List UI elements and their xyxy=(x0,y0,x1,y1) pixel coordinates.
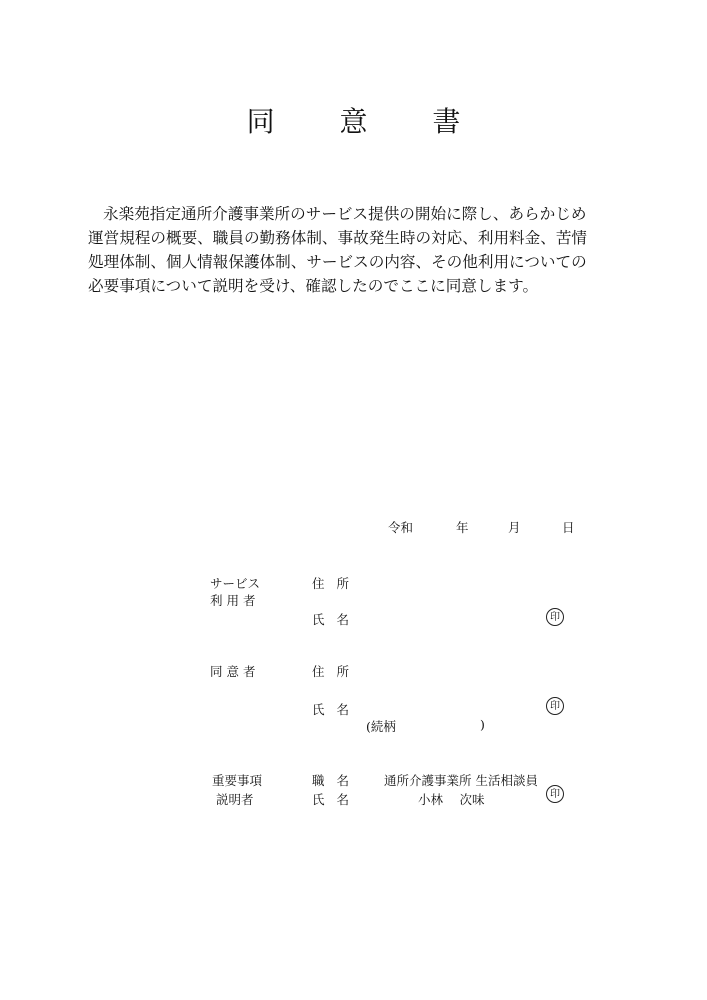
date-day: 日 xyxy=(562,520,575,535)
consent-body xyxy=(88,202,648,298)
user-address-label: 住 所 xyxy=(312,576,353,591)
body-line-2: 運営規程の概要、職員の勤務体制、事故発生時の対応、利用料金、苦情 xyxy=(88,229,588,247)
body-line-1: 永楽苑指定通所介護事業所のサービス提供の開始に際し、あらかじめ xyxy=(103,205,587,223)
user-label-line2: 利 用 者 xyxy=(210,593,256,608)
user-seal-mark: 印 xyxy=(546,608,564,626)
body-line-3: 処理体制、個人情報保護体制、サービスの内容、その他利用についての xyxy=(88,253,587,271)
consenter-name-label: 氏 名 xyxy=(312,702,353,717)
user-name-label: 氏 名 xyxy=(312,612,353,627)
explainer-name-value: 小林 次味 xyxy=(418,792,485,807)
body-line-4: 必要事項について説明を受け、確認したのでここに同意します。 xyxy=(88,277,539,295)
explainer-name-label: 氏 名 xyxy=(312,792,353,807)
date-year: 年 xyxy=(456,520,469,535)
consenter-seal-mark: 印 xyxy=(546,697,564,715)
relation-open: (続柄 xyxy=(366,719,396,734)
explainer-label-line2: 説明者 xyxy=(216,792,254,807)
user-label-line1: サービス xyxy=(210,576,261,591)
explainer-seal-mark: 印 xyxy=(546,785,564,803)
consenter-label: 同 意 者 xyxy=(210,664,256,679)
explainer-position-value: 通所介護事業所 生活相談員 xyxy=(384,773,538,788)
explainer-position-label: 職 名 xyxy=(312,773,353,788)
explainer-label-line1: 重要事項 xyxy=(212,773,263,788)
date-era: 令和 xyxy=(388,520,414,535)
page-title: 同 意 書 xyxy=(246,105,489,138)
date-month: 月 xyxy=(508,520,521,535)
relation-close: ) xyxy=(480,717,485,732)
consenter-address-label: 住 所 xyxy=(312,664,353,679)
